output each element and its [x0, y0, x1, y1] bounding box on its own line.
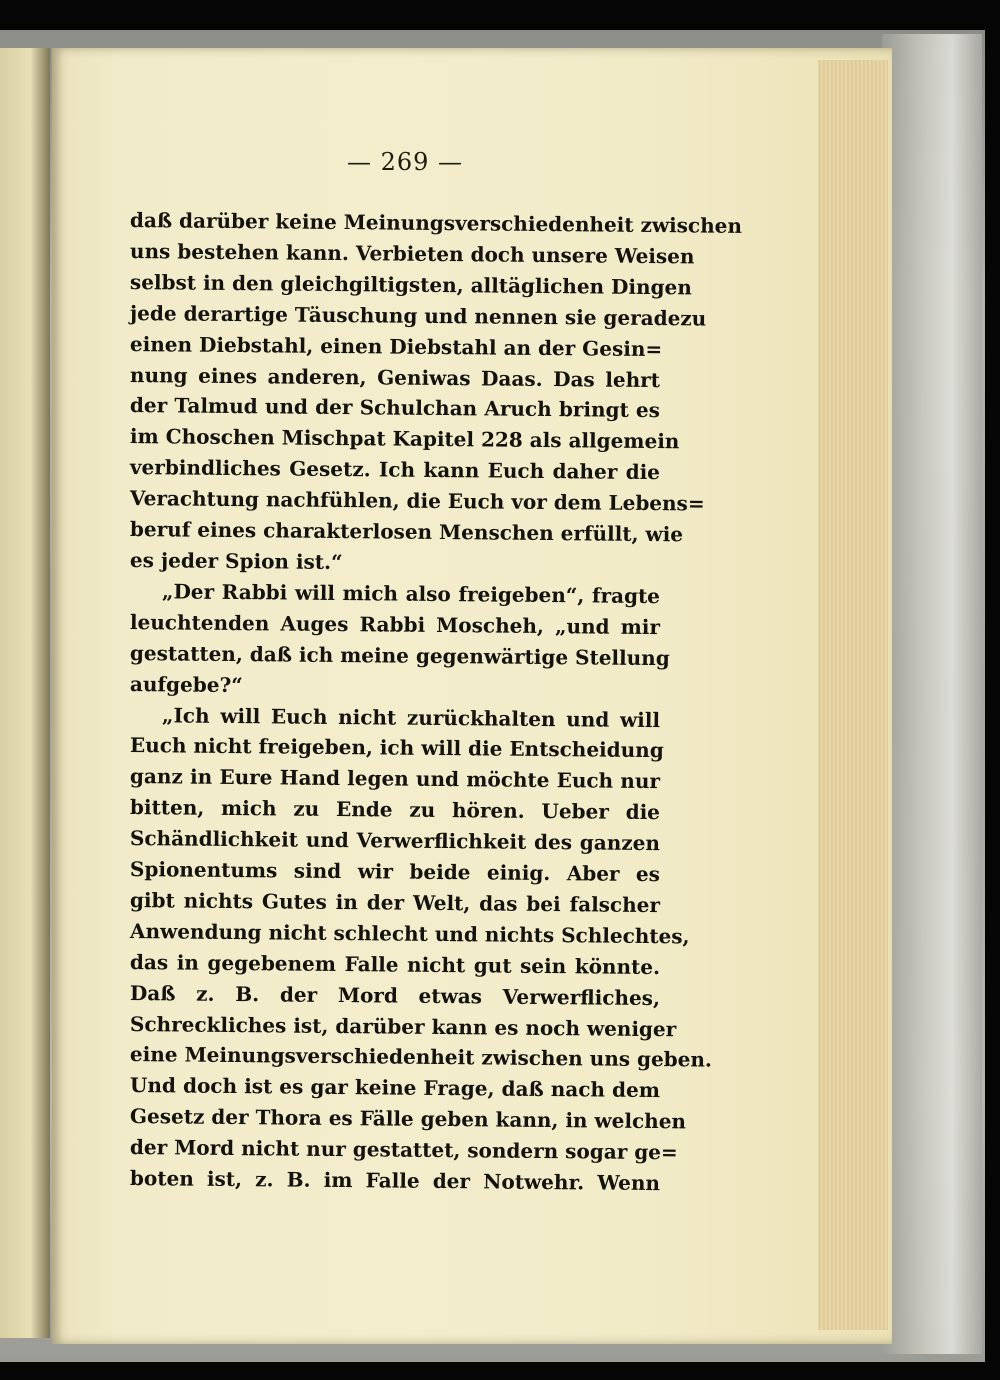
text-line: daß darüber keine Meinungsverschiedenheit zwischen: [129, 208, 743, 238]
page-stack-edge: [818, 60, 888, 1330]
text-line: gestatten, daß ich meine gegenwärtige Stellung: [129, 640, 670, 670]
text-line: aufgebe?“: [129, 671, 243, 697]
text-line: es jeder Spion ist.“: [129, 547, 343, 575]
text-line: Gesetz der Thora es Fälle geben kann, in welchen: [129, 1104, 687, 1134]
page-number: — 269 —: [346, 148, 464, 176]
text-line: Verachtung nachfühlen, die Euch vor dem Lebens=: [129, 486, 705, 516]
text-line: boten ist, z. B. im Falle der Notwehr. Wenn: [129, 1166, 661, 1196]
text-line: selbst in den gleichgiltigsten, alltäglichen Dingen: [129, 269, 692, 300]
text-line: jede derartige Täuschung und nennen sie geradezu: [129, 300, 707, 331]
text-line: der Mord nicht nur gestattet, sondern sogar ge=: [129, 1135, 678, 1165]
facing-page-edge: [0, 48, 50, 1338]
text-line: „Ich will Euch nicht zurückhalten und will: [161, 702, 661, 732]
text-line: Schändlichkeit und Verwerflichkeit des ganzen: [129, 826, 661, 856]
text-line: „Der Rabbi will mich also freigeben“, fragte: [161, 579, 661, 608]
text-line: Daß z. B. der Mord etwas Verwerfliches,: [129, 980, 661, 1010]
text-line: im Choschen Mischpat Kapitel 228 als allgemein: [129, 424, 680, 454]
text-line: Anwendung nicht schlecht und nichts Schlechtes,: [129, 918, 690, 949]
text-line: bitten, mich zu Ende zu hören. Ueber die: [129, 795, 661, 825]
text-line: leuchtenden Auges Rabbi Moscheh, „und mir: [129, 609, 661, 639]
text-line: Euch nicht freigeben, ich will die Entscheidung: [129, 733, 664, 763]
text-line: der Talmud und der Schulchan Aruch bringt es: [129, 393, 661, 423]
text-line: Schreckliches ist, darüber kann es noch weniger: [129, 1011, 677, 1041]
text-line: eine Meinungsverschiedenheit zwischen uns geben.: [129, 1042, 713, 1073]
text-line: Spionentums sind wir beide einig. Aber es: [129, 857, 661, 887]
text-line: uns bestehen kann. Verbieten doch unsere Weisen: [129, 238, 695, 269]
cover-cloth-edge: [882, 34, 982, 1354]
text-line: gibt nichts Gutes in der Welt, das bei falscher: [129, 887, 661, 918]
text-line: verbindliches Gesetz. Ich kann Euch daher die: [129, 455, 661, 485]
text-line: beruf eines charakterlosen Menschen erfüllt, wie: [129, 517, 684, 547]
text-line: nung eines anderen, Geniwas Daas. Das lehrt: [129, 362, 661, 392]
text-line: einen Diebstahl, einen Diebstahl an der Gesin=: [129, 331, 663, 361]
text-line: ganz in Eure Hand legen und möchte Euch nur: [129, 764, 661, 794]
text-line: Und doch ist es gar keine Frage, daß nach dem: [129, 1073, 661, 1103]
body-text: [129, 205, 743, 1196]
text-line: das in gegebenem Falle nicht gut sein könnte.: [129, 949, 661, 979]
